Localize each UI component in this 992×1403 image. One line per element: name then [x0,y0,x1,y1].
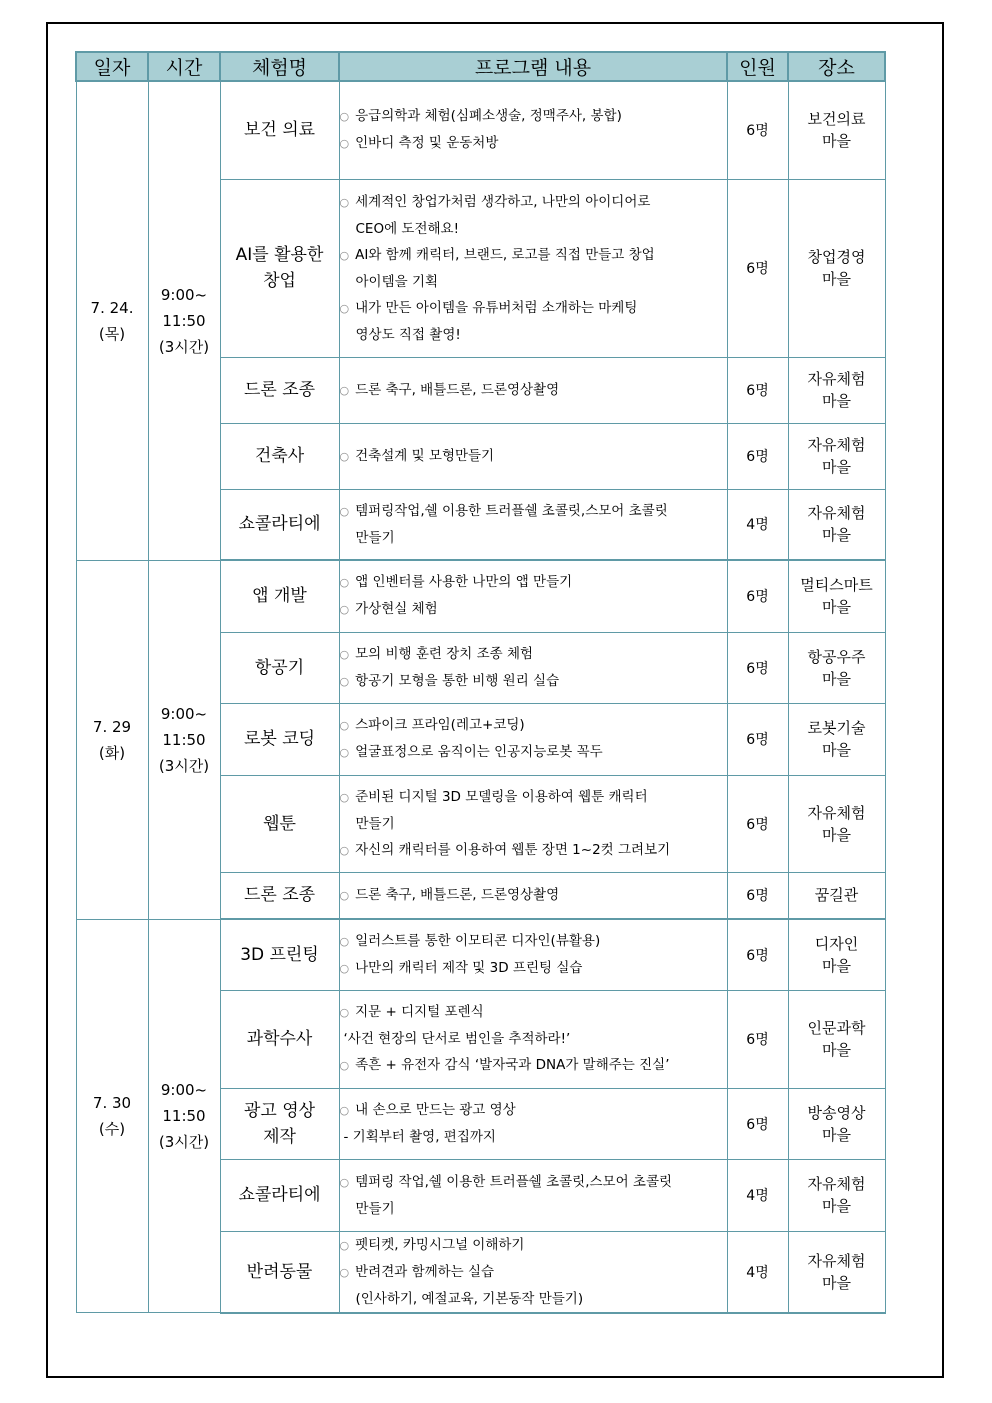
location-text: 꿈길관 [814,886,859,905]
content-text: 얼굴표정으로 움직이는 인공지능로봇 꼭두 [355,744,603,760]
content-text: 가상현실 체험 [355,601,438,618]
circle-bullet-icon: ○ [339,1104,350,1117]
time-text: 11:50 [162,311,206,330]
program-name-text: 반려동물 [246,1261,313,1282]
circle-bullet-icon: ○ [339,888,350,902]
program-content-cell [339,423,727,489]
program-name-cell [220,489,339,560]
location-text: 자유체험 [807,1251,866,1270]
location-cell [788,489,885,560]
content-text: 반려견과 함께하는 실습 [355,1263,495,1280]
location-text: 마을 [822,270,851,288]
content-line [340,377,727,404]
program-name-cell [220,1159,339,1231]
location-cell [788,919,885,990]
program-name-text: 3D 프린팅 [240,944,319,965]
content-text: 응급의학과 체험(심폐소생술, 정맥주사, 봉합) [355,108,622,125]
content-text: 템퍼링작업,쉘 이용한 트러플쉘 초콜릿,스모어 초콜릿 [355,502,668,519]
circle-bullet-icon: ○ [339,1265,350,1279]
program-content-cell [339,1231,727,1313]
content-text: 인바디 측정 및 운동처방 [355,135,499,152]
content-line [340,811,727,837]
location-text: 자유체험 [807,436,866,454]
header-capacity: 인원 [727,52,788,81]
location-cell [788,560,885,632]
location-text: 자유체험 [807,1175,866,1193]
content-text: 항공기 모형을 통한 비행 원리 실습 [355,672,560,689]
location-text: 마을 [822,669,851,688]
location-cell [788,179,885,357]
capacity-cell: 6명 [727,1088,788,1159]
content-text: 펫티켓, 카밍시그널 이해하기 [355,1236,525,1253]
content-text: CEO에 도전해요! [355,220,459,237]
program-name-cell [220,775,339,872]
program-content-cell [339,489,727,560]
content-text: 모의 비행 훈련 장치 조종 체험 [355,645,534,662]
location-cell [788,357,885,423]
location-text: 창업경영 [807,248,866,266]
program-name-text: 쇼콜라티에 [238,514,321,535]
location-text: 마을 [822,741,851,759]
location-cell [788,703,885,775]
program-name-cell [220,1231,339,1313]
circle-bullet-icon: ○ [339,248,350,262]
location-text: 로봇기술 [807,719,866,737]
program-name-text: AI를 활용한 [235,245,324,265]
program-content-cell [339,872,727,919]
content-line [340,103,727,130]
content-text: 만들기 [355,1200,395,1217]
location-text: 멀티스마트 [800,576,873,595]
program-name-text: 쇼콜라티에 [238,1185,321,1205]
content-line [340,1097,727,1124]
content-text: ‘사건 현장의 단서로 범인을 추적하라!’ [343,1031,571,1047]
location-text: 항공우주 [807,647,866,666]
content-line [340,739,727,766]
program-content-cell [339,703,727,775]
content-line [340,1169,727,1196]
circle-bullet-icon: ○ [339,1175,350,1189]
content-text: 족흔 + 유전자 감식 ‘발자국과 DNA가 말해주는 진실’ [355,1057,670,1073]
circle-bullet-icon: ○ [339,790,350,804]
program-name-cell [220,560,339,632]
circle-bullet-icon: ○ [339,1238,350,1252]
program-content-cell [339,775,727,872]
content-text: 건축설계 및 모형만들기 [355,447,495,464]
capacity-cell: 6명 [727,775,788,872]
content-line [340,837,727,864]
content-text: 드론 축구, 배틀드론, 드론영상촬영 [355,381,560,398]
content-line [340,322,727,348]
program-name-text: 창업 [263,271,296,291]
time-cell [148,560,220,919]
circle-bullet-icon: ○ [339,383,350,397]
header-program-content: 프로그램 내용 [339,52,727,81]
circle-bullet-icon: ○ [339,719,350,732]
content-line [340,882,727,909]
capacity-cell: 6명 [727,357,788,423]
location-cell [788,775,885,872]
content-text: 준비된 디지털 3D 모델링을 이용하여 웹툰 캐릭터 [355,788,648,805]
circle-bullet-icon: ○ [339,1059,350,1072]
circle-bullet-icon: ○ [339,301,350,315]
program-name-text: 제작 [263,1126,296,1147]
table-header-row [76,52,885,81]
location-text: 마을 [822,598,851,617]
circle-bullet-icon: ○ [339,934,350,948]
location-text: 마을 [822,1041,851,1059]
time-cell [148,919,220,1313]
program-name-cell [220,1088,339,1159]
content-line [340,955,727,982]
content-text: 만들기 [355,815,395,832]
content-line [340,1196,727,1222]
table-row [76,81,885,179]
content-text: 지문 + 디지털 포렌식 [355,1004,484,1020]
content-line [340,498,727,525]
content-text: 자신의 캐릭터를 이용하여 웹툰 장면 1~2컷 그려보기 [355,841,671,858]
program-name-cell [220,919,339,990]
content-line [340,999,727,1026]
circle-bullet-icon: ○ [339,647,350,661]
content-text: 만들기 [355,529,395,546]
content-line [340,641,727,668]
program-content-cell [339,179,727,357]
header-time: 시간 [148,52,220,81]
content-line [340,1026,727,1052]
location-text: 자유체험 [807,803,866,822]
program-content-cell [339,919,727,990]
circle-bullet-icon: ○ [339,674,350,688]
location-cell [788,632,885,703]
location-cell [788,1088,885,1159]
program-name-cell [220,81,339,179]
program-name-cell [220,357,339,423]
location-cell [788,1231,885,1313]
content-line [340,784,727,811]
content-text: AI와 함께 캐릭터, 브랜드, 로고를 직접 만들고 창업 [355,246,655,263]
content-line [340,216,727,242]
date-text: (목) [98,324,126,343]
time-text: 9:00~ [160,285,208,304]
time-text: 11:50 [162,1106,206,1125]
date-text: (화) [98,743,126,762]
circle-bullet-icon: ○ [339,746,350,759]
location-text: 마을 [822,825,851,844]
capacity-cell: 4명 [727,489,788,560]
location-text: 마을 [822,458,851,476]
capacity-cell: 4명 [727,1231,788,1313]
circle-bullet-icon: ○ [339,961,350,975]
circle-bullet-icon: ○ [339,843,350,857]
program-name-cell [220,872,339,919]
location-cell [788,81,885,179]
time-text: 9:00~ [160,704,208,723]
date-cell [76,81,148,560]
content-text: 앱 인벤터를 사용한 나만의 앱 만들기 [355,574,573,591]
time-text: 9:00~ [160,1080,208,1099]
location-cell [788,990,885,1088]
program-name-cell [220,703,339,775]
location-text: 마을 [822,132,851,151]
circle-bullet-icon: ○ [339,137,350,151]
date-cell [76,560,148,919]
capacity-cell: 6명 [727,632,788,703]
capacity-cell: 6명 [727,872,788,919]
location-text: 인문과학 [807,1019,866,1037]
program-content-cell [339,81,727,179]
content-line [340,130,727,157]
program-name-text: 로봇 코딩 [243,729,316,749]
location-text: 방송영상 [807,1103,866,1122]
content-line [340,1286,727,1312]
program-content-cell [339,560,727,632]
content-text: 일러스트를 통한 이모티콘 디자인(뷰활용) [355,932,601,949]
capacity-cell: 6명 [727,990,788,1088]
capacity-cell: 6명 [727,81,788,179]
content-text: - 기획부터 촬영, 편집까지 [343,1129,496,1145]
program-name-text: 보건 의료 [243,120,316,141]
location-text: 디자인 [814,934,859,953]
content-line [340,525,727,551]
time-cell [148,81,220,560]
program-name-text: 항공기 [254,657,305,678]
location-text: 마을 [822,1197,851,1215]
content-text: 스파이크 프라임(레고+코딩) [355,717,525,733]
date-text: 7. 24. [90,298,134,317]
program-name-cell [220,990,339,1088]
capacity-cell: 6명 [727,919,788,990]
content-line [340,668,727,695]
content-text: 영상도 직접 촬영! [355,326,461,343]
capacity-cell: 6명 [727,179,788,357]
header-program-name: 체험명 [220,52,339,81]
content-text: 내가 만든 아이템을 유튜버처럼 소개하는 마케팅 [355,299,638,316]
program-name-text: 앱 개발 [252,586,307,607]
location-text: 보건의료 [807,110,866,129]
location-cell [788,872,885,919]
content-line [340,269,727,295]
circle-bullet-icon: ○ [339,576,350,590]
content-line [340,1052,727,1079]
circle-bullet-icon: ○ [339,1006,350,1019]
header-date: 일자 [76,52,148,81]
location-text: 마을 [822,1273,851,1292]
capacity-cell: 6명 [727,560,788,632]
program-name-text: 광고 영상 [243,1100,316,1121]
table-row [76,560,885,632]
circle-bullet-icon: ○ [339,449,350,463]
content-text: 아이템을 기획 [355,273,439,290]
location-cell [788,1159,885,1231]
program-content-cell [339,357,727,423]
program-name-cell [220,179,339,357]
program-content-cell [339,1088,727,1159]
content-line [340,712,727,739]
content-line [340,928,727,955]
program-name-text: 웹툰 [263,813,296,834]
date-cell [76,919,148,1313]
capacity-cell: 6명 [727,423,788,489]
content-text: 세계적인 창업가처럼 생각하고, 나만의 아이디어로 [355,193,651,210]
content-line [340,1124,727,1150]
capacity-cell: 4명 [727,1159,788,1231]
location-text: 마을 [822,526,851,545]
program-content-cell [339,1159,727,1231]
header-location: 장소 [788,52,885,81]
location-text: 마을 [822,956,851,975]
time-text: 11:50 [162,730,206,749]
date-text: (수) [98,1119,126,1138]
circle-bullet-icon: ○ [339,110,350,124]
content-text: 나만의 캐릭터 제작 및 3D 프린팅 실습 [355,959,583,976]
circle-bullet-icon: ○ [339,504,350,518]
date-text: 7. 29 [92,717,132,736]
date-text: 7. 30 [92,1093,132,1112]
circle-bullet-icon: ○ [339,603,350,617]
program-name-cell [220,632,339,703]
program-name-text: 과학수사 [246,1029,313,1049]
content-line [340,242,727,269]
time-text: (3시간) [158,337,210,356]
program-name-text: 드론 조종 [243,380,316,400]
location-cell [788,423,885,489]
circle-bullet-icon: ○ [339,195,350,209]
content-line [340,189,727,216]
location-text: 자유체험 [807,370,866,388]
program-schedule-table [75,51,886,1314]
content-line [340,443,727,470]
content-line [340,295,727,322]
content-line [340,596,727,623]
content-text: 드론 축구, 배틀드론, 드론영상촬영 [355,886,560,903]
program-content-cell [339,632,727,703]
program-name-text: 건축사 [254,446,305,466]
content-line [340,569,727,596]
program-name-text: 드론 조종 [243,885,316,906]
time-text: (3시간) [158,1132,210,1151]
content-text: (인사하기, 예절교육, 기본동작 만들기) [355,1290,584,1307]
table-row [76,919,885,990]
location-text: 자유체험 [807,504,866,523]
program-name-cell [220,423,339,489]
content-text: 템퍼링 작업,쉘 이용한 트러플쉘 초콜릿,스모어 초콜릿 [355,1173,673,1190]
content-line [340,1259,727,1286]
program-content-cell [339,990,727,1088]
location-text: 마을 [822,1125,851,1144]
location-text: 마을 [822,392,851,410]
capacity-cell: 6명 [727,703,788,775]
content-line [340,1232,727,1259]
time-text: (3시간) [158,756,210,775]
content-text: 내 손으로 만드는 광고 영상 [355,1102,516,1118]
